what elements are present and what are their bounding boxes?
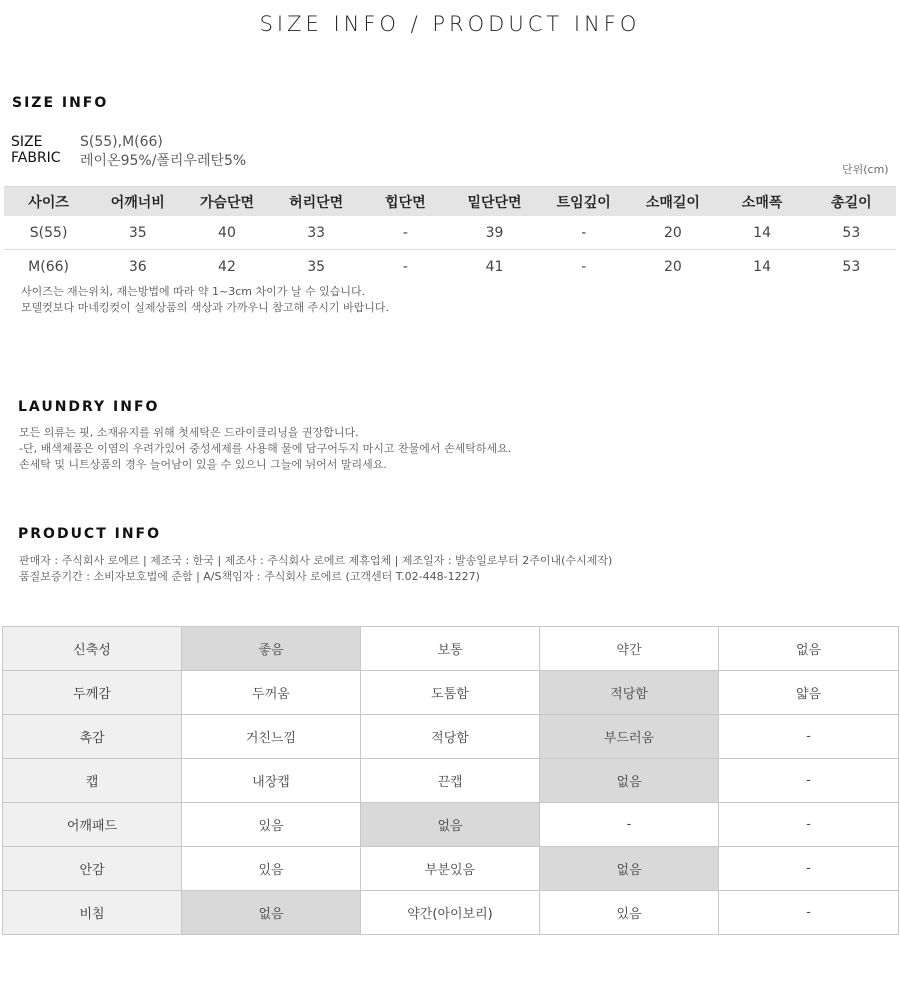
attribute-option: 얇음	[719, 671, 899, 715]
size-cell: -	[361, 216, 450, 250]
laundry-notes	[19, 425, 511, 473]
attribute-option: 적당함	[361, 715, 540, 759]
product-line: 품질보증기간 : 소비자보호법에 준함 | A/S책임자 : 주식회사 로에르 (고객센터 T.02-448-1227)	[19, 570, 480, 583]
size-col-header: 소매폭	[718, 187, 807, 217]
attribute-label: 두께감	[3, 671, 182, 715]
size-col-header: 밑단단면	[450, 187, 539, 217]
attribute-option: 있음	[182, 847, 361, 891]
attribute-option: 도톰함	[361, 671, 540, 715]
unit-note: 단위(cm)	[842, 163, 889, 176]
attribute-option: 없음	[719, 627, 899, 671]
fabric-value: 레이온95%/폴리우레탄5%	[80, 153, 247, 169]
attribute-option: 두꺼움	[182, 671, 361, 715]
attribute-option: -	[719, 891, 899, 935]
attribute-table	[2, 626, 899, 935]
attribute-label: 신축성	[3, 627, 182, 671]
attribute-row	[3, 847, 899, 891]
size-cell: 40	[182, 216, 271, 250]
size-table-header-row	[4, 187, 896, 217]
size-table	[4, 186, 896, 283]
attribute-option: 부분있음	[361, 847, 540, 891]
size-cell: 53	[807, 216, 896, 250]
size-cell: 39	[450, 216, 539, 250]
attribute-option-selected: 적당함	[540, 671, 719, 715]
attribute-option: 있음	[540, 891, 719, 935]
size-notes	[21, 284, 389, 316]
attribute-option-selected: 좋음	[182, 627, 361, 671]
attribute-row	[3, 759, 899, 803]
attribute-option: 보통	[361, 627, 540, 671]
size-cell: 36	[128, 258, 147, 275]
attribute-row	[3, 803, 899, 847]
attribute-option: 거친느낌	[182, 715, 361, 759]
product-notes	[19, 553, 612, 585]
size-cell: 14	[718, 216, 807, 250]
size-cell: S(55)	[4, 216, 93, 250]
size-note-line: 모델컷보다 마네킹컷이 실제상품의 색상과 가까우니 참고해 주시기 바랍니다.	[21, 301, 390, 314]
attribute-row	[3, 891, 899, 935]
size-cell: -	[539, 216, 628, 250]
size-info-heading: SIZE INFO	[12, 95, 109, 111]
size-label: SIZE	[11, 134, 43, 150]
size-col-header: 가슴단면	[182, 187, 271, 217]
size-cell: 33	[272, 216, 361, 250]
attribute-option: -	[719, 847, 899, 891]
size-value: S(55),M(66)	[80, 134, 163, 150]
attribute-option: -	[719, 759, 899, 803]
attribute-label: 비침	[3, 891, 182, 935]
attribute-row	[3, 627, 899, 671]
size-cell: 35	[93, 216, 182, 250]
attribute-option-selected: 부드러움	[540, 715, 719, 759]
product-info-heading: PRODUCT INFO	[18, 526, 162, 542]
attribute-option: 약간	[540, 627, 719, 671]
size-cell: 20	[628, 216, 717, 250]
size-cell: M(66)	[28, 258, 69, 275]
size-cell: 20	[663, 258, 682, 275]
attribute-row	[3, 715, 899, 759]
size-cell: -	[581, 258, 587, 275]
laundry-info-heading: LAUNDRY INFO	[18, 399, 160, 415]
size-col-header: 사이즈	[4, 187, 93, 217]
attribute-option-selected: 없음	[540, 759, 719, 803]
laundry-line: 모든 의류는 핏, 소재유지를 위해 첫세탁은 드라이클리닝을 권장합니다.	[19, 426, 359, 439]
size-cell: 41	[485, 258, 504, 275]
laundry-line: 손세탁 및 니트상품의 경우 늘어남이 있을 수 있으니 그늘에 뉘어서 말리세요.	[19, 458, 387, 471]
attribute-option: 있음	[182, 803, 361, 847]
product-line: 판매자 : 주식회사 로에르 | 제조국 : 한국 | 제조사 : 주식회사 로에르 제휴업체 | 제조일자 : 발송일로부터 2주이내(수시제작)	[19, 554, 613, 567]
attribute-label: 어깨패드	[3, 803, 182, 847]
size-col-header: 힙단면	[361, 187, 450, 217]
size-col-header: 어깨너비	[93, 187, 182, 217]
attribute-option-selected: 없음	[182, 891, 361, 935]
attribute-label: 안감	[3, 847, 182, 891]
attribute-option: -	[719, 715, 899, 759]
size-table-row	[4, 250, 896, 284]
attribute-row	[3, 671, 899, 715]
fabric-label: FABRIC	[11, 150, 61, 166]
attribute-option: -	[540, 803, 719, 847]
size-note-line: 사이즈는 재는위치, 재는방법에 따라 약 1~3cm 차이가 날 수 있습니다.	[21, 285, 366, 298]
attribute-option: 약간(아이보리)	[361, 891, 540, 935]
page-title: SIZE INFO / PRODUCT INFO	[259, 12, 641, 36]
size-cell: 14	[753, 258, 771, 275]
size-cell: -	[402, 258, 408, 275]
laundry-line: -단, 배색제품은 이염의 우려가있어 중성세제를 사용해 물에 담구어두지 마시고 찬물에서 손세탁하세요.	[19, 442, 512, 455]
attribute-option: 내장캡	[182, 759, 361, 803]
attribute-option: -	[719, 803, 899, 847]
size-cell: 53	[842, 258, 861, 275]
attribute-option-selected: 없음	[540, 847, 719, 891]
size-col-header: 허리단면	[272, 187, 361, 217]
attribute-option-selected: 없음	[361, 803, 540, 847]
size-cell: 35	[307, 258, 326, 275]
size-col-header: 총길이	[807, 187, 896, 217]
size-col-header: 소매길이	[628, 187, 717, 217]
size-cell: 42	[218, 258, 236, 275]
size-table-row	[4, 216, 896, 250]
size-col-header: 트임깊이	[539, 187, 628, 217]
attribute-option: 끈캡	[361, 759, 540, 803]
attribute-label: 촉감	[3, 715, 182, 759]
attribute-label: 캡	[3, 759, 182, 803]
